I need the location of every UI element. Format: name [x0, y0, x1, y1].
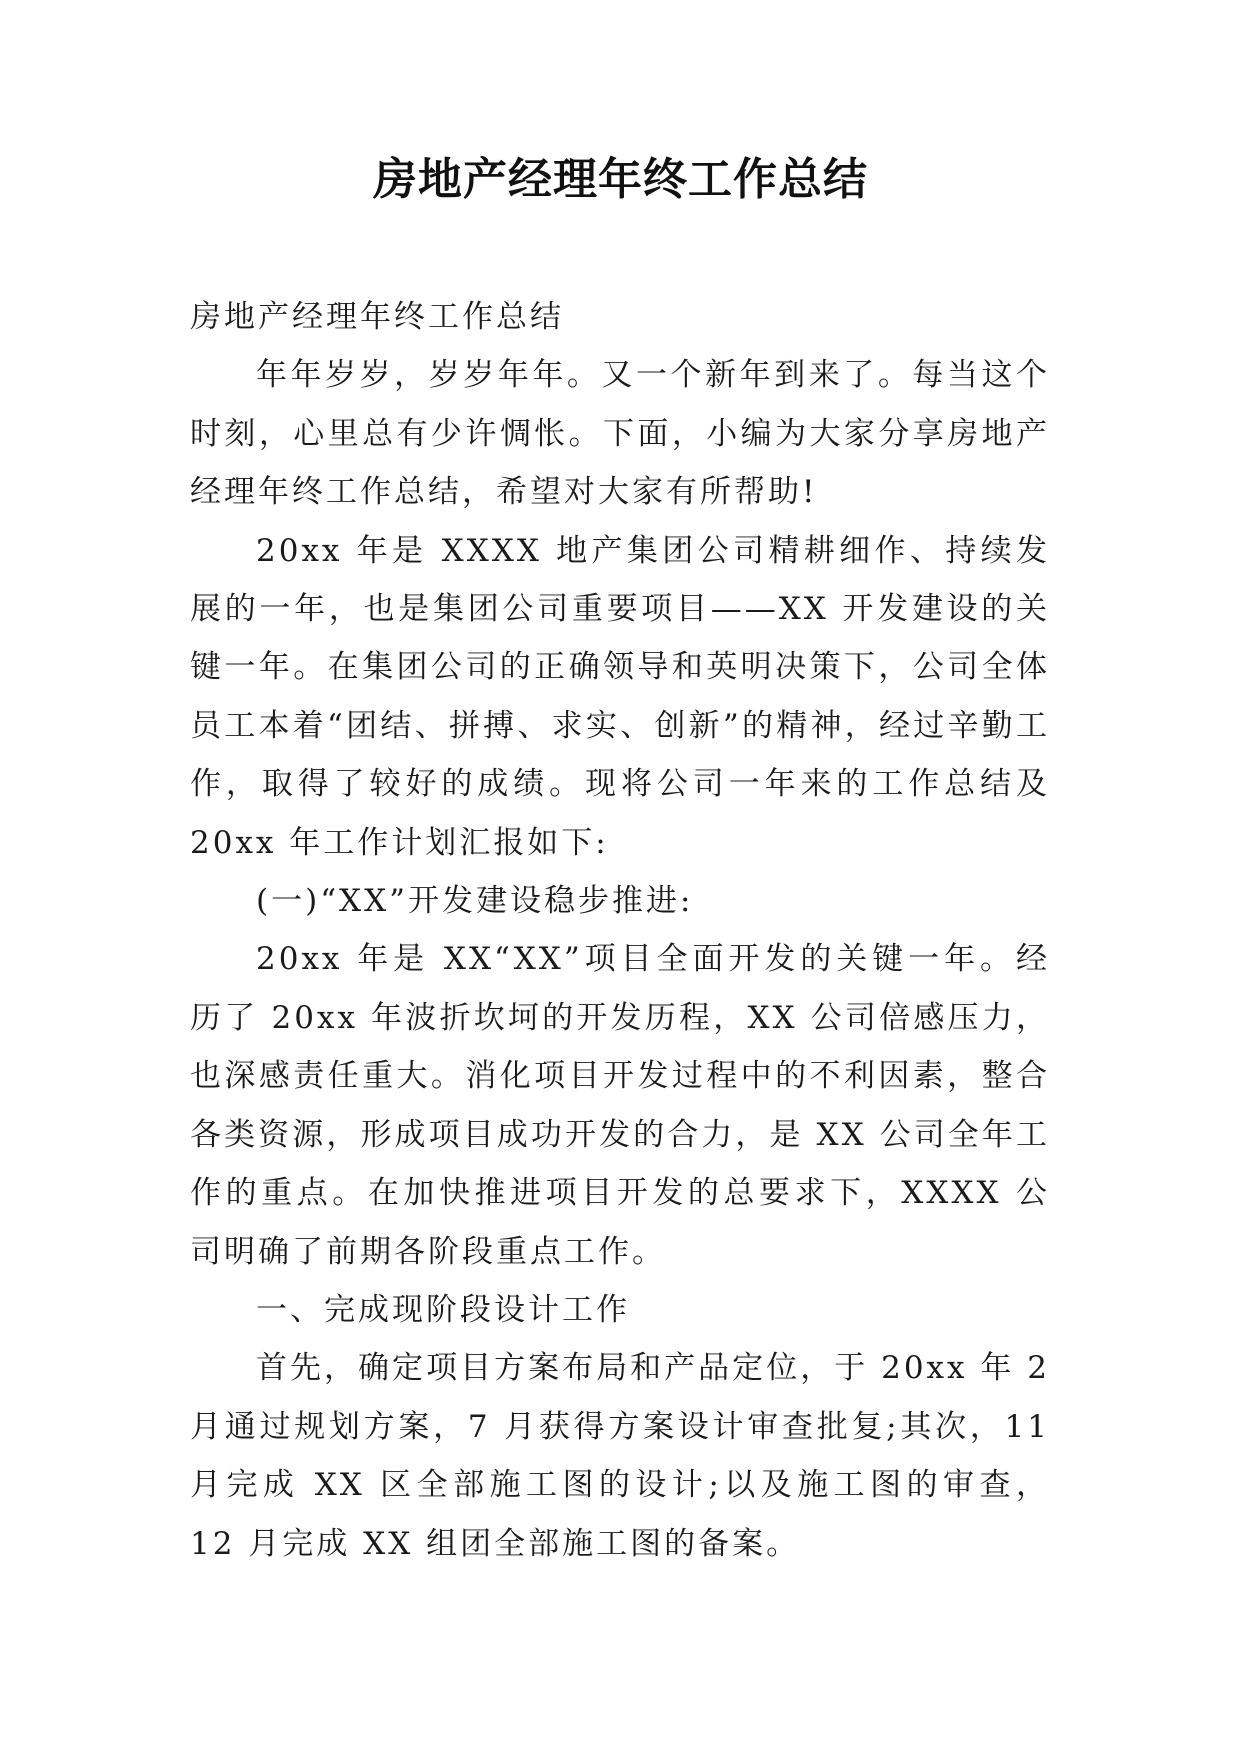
document-body: [190, 288, 1050, 1573]
project-paragraph: 20xx 年是 XX“XX”项目全面开发的关键一年。经历了 20xx 年波折坎坷的开发历程，XX 公司倍感压力，也深感责任重大。消化项目开发过程中的不利因素，整合各类资源，形成项目成功开发的合力，是 XX 公司全年工作的重点。在加快推进项目开发的总要求下，XXXX 公司明确了前期各阶段重点工作。: [190, 941, 1050, 1270]
body-heading: 房地产经理年终工作总结: [190, 299, 564, 335]
document-title: 房地产经理年终工作总结: [373, 154, 868, 205]
overview-paragraph: 20xx 年是 XXXX 地产集团公司精耕细作、持续发展的一年，也是集团公司重要项目——XX 开发建设的关键一年。在集团公司的正确领导和英明决策下，公司全体员工本着“团结、拼搏、求实、创新”的精神，经过辛勤工作，取得了较好的成绩。现将公司一年来的工作总结及 20xx 年工作计划汇报如下:: [190, 532, 1050, 861]
intro-paragraph: 年年岁岁，岁岁年年。又一个新年到来了。每当这个时刻，心里总有少许惆怅。下面，小编为大家分享房地产经理年终工作总结，希望对大家有所帮助!: [190, 357, 1050, 511]
design-paragraph: 首先，确定项目方案布局和产品定位，于 20xx 年 2 月通过规划方案，7 月获得方案设计审查批复;其次，11 月完成 XX 区全部施工图的设计;以及施工图的审查， 12 月完成 XX 组团全部施工图的备案。: [190, 1350, 1050, 1562]
subsection-heading-1: 一、完成现阶段设计工作: [256, 1291, 630, 1328]
section-heading-1: (一)“XX”开发建设稳步推进:: [256, 883, 694, 920]
